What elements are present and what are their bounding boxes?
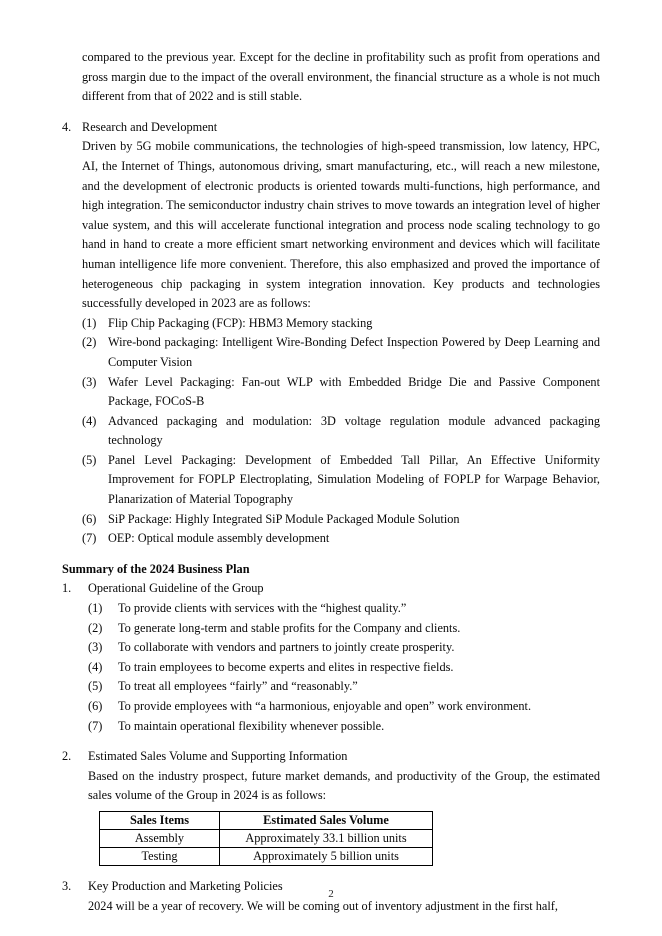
list-item <box>88 677 600 697</box>
summary-item-body: 2024 will be a year of recovery. We will be coming out of inventory adjustment in the first half, <box>88 898 558 913</box>
list-item <box>88 717 600 737</box>
list-item-marker: (6) <box>82 511 97 526</box>
table-row <box>100 829 433 847</box>
list-item-marker: (5) <box>88 679 103 694</box>
list-item <box>88 658 600 678</box>
list-item-marker: (2) <box>88 620 103 635</box>
table-header-cell: Sales Items <box>100 811 220 829</box>
summary-item-title: Estimated Sales Volume and Supporting Information <box>88 749 348 764</box>
list-item-text: Panel Level Packaging: Development of Embedded Tall Pillar, An Effective Uniformity Improvement for FOPLP Electroplating, Simulation Modeling of FOPLP for Warpage Behavior, Planarization of Material Topography <box>108 452 600 507</box>
list-item-text: Wire-bond packaging: Intelligent Wire-Bonding Defect Inspection Powered by Deep Learning and Computer Vision <box>108 335 600 369</box>
list-item-marker: (1) <box>82 315 97 330</box>
list-item-marker: (1) <box>88 601 103 616</box>
list-item <box>88 619 600 639</box>
list-item-marker: (3) <box>88 640 103 655</box>
summary-item-number: 1. <box>62 581 72 596</box>
list-item-marker: (4) <box>88 659 103 674</box>
estimated-sales-table <box>99 811 433 866</box>
rd-item-list <box>62 314 600 549</box>
list-item-text: To treat all employees “fairly” and “reasonably.” <box>118 679 358 694</box>
table-cell: Assembly <box>100 829 220 847</box>
list-item-marker: (7) <box>82 531 97 546</box>
list-item-text: SiP Package: Highly Integrated SiP Module Packaged Module Solution <box>108 511 460 526</box>
summary-item-body: Based on the industry prospect, future market demands, and productivity of the Group, the estimated sales volume of the Group in 2024 is as follows: <box>88 768 600 803</box>
section-research-and-development <box>62 118 600 314</box>
table-header-row <box>100 811 433 829</box>
page-number: 2 <box>328 888 334 900</box>
list-item-marker: (4) <box>82 413 97 428</box>
list-item-text: To maintain operational flexibility whenever possible. <box>118 718 385 733</box>
list-item-marker: (6) <box>88 699 103 713</box>
summary-heading: Summary of the 2024 Business Plan <box>62 561 250 576</box>
page-content <box>62 48 600 916</box>
summary-list <box>62 579 600 736</box>
operational-guideline-list <box>88 599 600 736</box>
continuation-paragraph: compared to the previous year. Except for the decline in profitability such as profit from operations and gross margin due to the impact of the overall environment, the financial structure as a whole is not much different from that of 2022 and is still stable. <box>82 50 600 104</box>
table-cell: Approximately 33.1 billion units <box>220 829 433 847</box>
list-item-text: Advanced packaging and modulation: 3D voltage regulation module advanced packaging technology <box>108 413 600 448</box>
table-header-cell: Estimated Sales Volume <box>220 811 433 829</box>
list-item-text: To train employees to become experts and elites in respective fields. <box>118 659 454 674</box>
list-item <box>88 697 600 717</box>
spacer <box>62 866 600 877</box>
list-item <box>62 373 600 412</box>
list-item-text: Flip Chip Packaging (FCP): HBM3 Memory stacking <box>108 315 373 330</box>
list-item <box>62 314 600 334</box>
spacer <box>62 549 600 560</box>
list-item <box>88 599 600 619</box>
list-item-marker: (2) <box>82 335 97 350</box>
summary-item-number: 2. <box>62 749 72 764</box>
spacer <box>62 736 600 747</box>
summary-item-title: Operational Guideline of the Group <box>88 581 264 596</box>
table-row <box>100 847 433 865</box>
section-title: Research and Development <box>82 119 218 134</box>
list-item-text: To collaborate with vendors and partners to jointly create prosperity. <box>118 640 455 655</box>
table-cell: Approximately 5 billion units <box>220 847 433 865</box>
list-item <box>88 638 600 658</box>
list-item-text: To provide employees with “a harmonious, enjoyable and open” work environment. <box>118 699 532 713</box>
summary-item-2 <box>62 747 600 806</box>
summary-item-title: Key Production and Marketing Policies <box>88 878 283 893</box>
list-item-marker: (7) <box>88 718 103 733</box>
list-item-text: To provide clients with services with the “highest quality.” <box>118 601 407 616</box>
list-item <box>62 510 600 530</box>
section-number: 4. <box>62 119 72 134</box>
list-item <box>62 451 600 510</box>
list-item-text: OEP: Optical module assembly development <box>108 531 330 546</box>
list-item-text: To generate long-term and stable profits for the Company and clients. <box>118 620 461 635</box>
summary-item-number: 3. <box>62 878 72 893</box>
spacer <box>62 107 600 118</box>
sales-table-wrapper <box>62 811 600 866</box>
list-item-text: Wafer Level Packaging: Fan-out WLP with Embedded Bridge Die and Passive Component Package, FOCoS-B <box>108 374 600 409</box>
summary-item-1 <box>62 579 600 736</box>
list-item <box>62 333 600 372</box>
table-cell: Testing <box>100 847 220 865</box>
section-body: Driven by 5G mobile communications, the technologies of high-speed transmission, low latency, HPC, AI, the Internet of Things, autonomous driving, smart manufacturing, etc., will reach a new milestone, and the development of electronic products is oriented towards multi-functions, high performance, and high integration. The semiconductor industry chain strives to move towards an integration level of higher value system, and this will accelerate functional integration and process node scaling technology to go hand in hand to create a more efficient smart networking environment and devices which will facilitate human intelligence life more convenient. Therefore, this also emphasized and proved the importance of heterogeneous chip packaging in system integration innovation. Key products and technologies successfully developed in 2023 are as follows: <box>82 139 600 311</box>
list-item <box>62 529 600 549</box>
list-item-marker: (3) <box>82 374 97 389</box>
list-item-marker: (5) <box>82 452 97 467</box>
list-item <box>62 412 600 451</box>
summary-list-2 <box>62 747 600 806</box>
